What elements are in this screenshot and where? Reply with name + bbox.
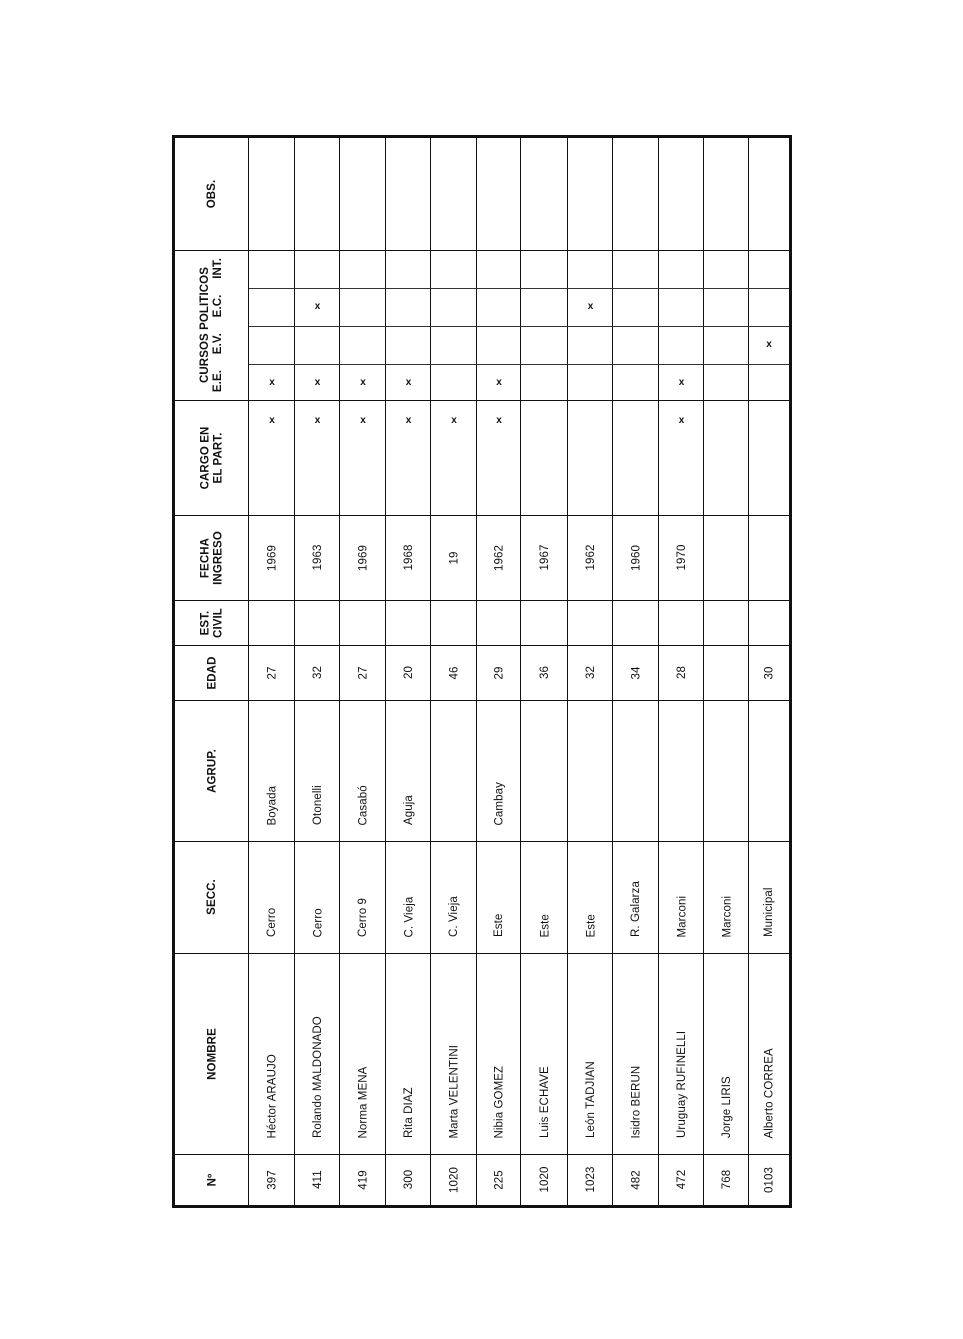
row-nombre: Héctor ARAUJO — [266, 1053, 278, 1138]
row-num: 419 — [357, 1169, 369, 1190]
row-curso-int-mark — [403, 301, 415, 313]
row-curso-ev-mark: x — [496, 377, 502, 388]
row-curso-ee-mark — [721, 415, 733, 427]
row-secc: R. Galarza — [630, 881, 642, 937]
row-curso-ev-mark — [539, 377, 551, 389]
row-obs — [568, 138, 613, 250]
row-obs — [431, 138, 477, 250]
header-cargo-line-1: EL PART. — [212, 432, 224, 483]
row-curso-ev-mark — [448, 377, 460, 389]
row-est-civil — [521, 600, 568, 645]
row-curso-ev-mark — [763, 377, 775, 389]
row-curso-int-mark — [448, 301, 460, 313]
row-edad: 28 — [675, 666, 688, 679]
row-curso-int-mark — [763, 301, 775, 313]
row-curso-ec-mark — [403, 339, 415, 351]
row-curso-int-mark: x — [587, 301, 594, 312]
row-obs — [659, 138, 704, 250]
row-curso-ee-mark — [630, 415, 642, 427]
row-secc: Este — [493, 913, 505, 937]
header-num: Nº — [206, 1173, 218, 1186]
row-agrup: Boyada — [266, 785, 278, 825]
row-fecha-ingreso: 1967 — [538, 544, 551, 571]
row-rule — [249, 364, 789, 365]
row-curso-ec-mark: x — [766, 339, 772, 350]
row-fecha-ingreso: 19 — [448, 551, 460, 564]
row-nombre: Nibia GOMEZ — [493, 1065, 505, 1138]
header-agrup: AGRUP. — [206, 748, 218, 793]
header-fecha-ingreso — [175, 515, 249, 600]
row-curso-int-mark — [266, 301, 278, 313]
row-agrup — [704, 700, 749, 841]
row-nombre: Norma MENA — [357, 1066, 369, 1138]
row-nombre: Alberto CORREA — [763, 1047, 775, 1138]
row-nombre: Uruguay RUFINELLI — [675, 1030, 688, 1138]
row-obs — [749, 138, 789, 250]
row-num: 1023 — [584, 1166, 597, 1193]
row-curso-ec-mark — [448, 339, 460, 351]
row-nombre: Marta VELENTINI — [448, 1044, 460, 1138]
header-fecha-ingreso-line-1: INGRESO — [212, 530, 224, 585]
row-est-civil — [295, 600, 340, 645]
row-curso-ee-mark: x — [678, 415, 685, 426]
row-fecha-ingreso: 1969 — [266, 544, 278, 571]
row-agrup — [613, 700, 659, 841]
row-est-civil — [659, 600, 704, 645]
row-num: 482 — [630, 1169, 642, 1190]
row-rule — [249, 326, 789, 327]
header-fecha-ingreso-line-0: FECHA — [199, 537, 211, 578]
row-curso-ec-mark — [721, 339, 733, 351]
header-cursos-sub-3: INT. — [212, 257, 224, 279]
row-curso-ee-mark: x — [314, 415, 321, 426]
row-nombre: Isidro BERUN — [630, 1065, 642, 1138]
row-est-civil — [431, 600, 477, 645]
row-curso-ec-mark — [493, 339, 505, 351]
row-curso-int-mark — [493, 301, 505, 313]
row-obs — [340, 138, 386, 250]
row-fecha-ingreso: 1960 — [630, 544, 642, 571]
row-secc: Municipal — [763, 887, 775, 937]
row-fecha-ingreso: 1962 — [493, 544, 505, 571]
header-est-civil-line-0: EST. — [199, 610, 211, 635]
row-secc: Cerro 9 — [357, 897, 369, 937]
row-num: 0103 — [763, 1166, 775, 1193]
row-agrup: Aguja — [402, 795, 415, 825]
row-obs — [477, 138, 521, 250]
row-curso-ec-mark — [676, 339, 688, 351]
header-cursos-sub-1: E.V. — [212, 333, 224, 355]
row-curso-ee-mark: x — [269, 415, 275, 426]
row-fecha-ingreso: 1970 — [675, 544, 688, 571]
row-edad: 34 — [630, 666, 642, 679]
row-curso-ev-mark — [585, 377, 597, 389]
row-obs — [613, 138, 659, 250]
row-num: 225 — [493, 1169, 505, 1190]
row-curso-ev-mark — [630, 377, 642, 389]
header-cursos-sub-0: E.E. — [212, 369, 224, 393]
row-edad: 32 — [311, 666, 324, 679]
header-edad: EDAD — [206, 656, 218, 689]
row-secc: Cerro — [266, 907, 278, 937]
row-edad: 29 — [493, 666, 505, 679]
row-est-civil — [613, 600, 659, 645]
row-obs — [249, 138, 295, 250]
row-fecha-ingreso: 1963 — [311, 544, 324, 571]
row-secc: Cerro — [311, 907, 324, 937]
row-agrup — [749, 700, 789, 841]
row-curso-int-mark: x — [314, 301, 321, 312]
row-secc: Este — [538, 913, 551, 937]
row-curso-ev-mark: x — [360, 377, 366, 388]
row-obs — [521, 138, 568, 250]
row-num: 397 — [266, 1169, 278, 1190]
row-curso-ev-mark: x — [678, 377, 685, 388]
header-cargo-line-0: CARGO EN — [199, 426, 211, 489]
row-edad — [704, 645, 749, 700]
row-curso-ee-mark: x — [451, 415, 457, 426]
row-curso-ev-mark — [721, 377, 733, 389]
row-est-civil — [477, 600, 521, 645]
header-cursos-title: CURSOS POLITICOS — [199, 267, 211, 383]
row-agrup — [521, 700, 568, 841]
row-curso-ec-mark — [266, 339, 278, 351]
row-agrup — [568, 700, 613, 841]
row-curso-ee-mark: x — [360, 415, 366, 426]
row-nombre: Luis ECHAVE — [538, 1066, 551, 1138]
row-curso-ev-mark: x — [314, 377, 321, 388]
row-curso-ee-mark — [539, 415, 551, 427]
row-curso-ec-mark — [630, 339, 642, 351]
row-est-civil — [749, 600, 789, 645]
row-curso-ee-mark — [763, 415, 775, 427]
header-est-civil-line-1: CIVIL — [212, 607, 224, 638]
row-obs — [386, 138, 431, 250]
row-curso-ee-mark — [585, 415, 597, 427]
row-est-civil — [249, 600, 295, 645]
row-agrup: Casabó — [357, 784, 369, 825]
row-est-civil — [340, 600, 386, 645]
row-est-civil — [704, 600, 749, 645]
row-nombre: León TADJIAN — [584, 1061, 597, 1138]
row-nombre: Rita DIAZ — [402, 1087, 415, 1138]
header-secc: SECC. — [206, 879, 218, 915]
header-nombre: NOMBRE — [206, 1027, 218, 1080]
row-curso-ev-mark: x — [269, 377, 275, 388]
row-agrup — [431, 700, 477, 841]
header-obs: OBS. — [206, 179, 218, 209]
row-edad: 20 — [402, 666, 415, 679]
row-curso-ev-mark: x — [405, 377, 412, 388]
row-secc: Marconi — [720, 895, 733, 937]
row-rule — [249, 288, 789, 289]
header-cursos-politicos — [175, 250, 249, 400]
row-agrup: Cambay — [493, 781, 505, 825]
row-curso-ee-mark: x — [405, 415, 412, 426]
header-est-civil — [175, 600, 249, 645]
row-num: 411 — [311, 1170, 324, 1189]
row-secc: Marconi — [675, 895, 688, 937]
row-edad: 32 — [584, 666, 597, 679]
row-curso-int-mark — [676, 301, 688, 313]
header-cursos-sub-2: E.C. — [212, 294, 224, 318]
row-edad: 27 — [357, 666, 369, 679]
row-agrup: Otonelli — [311, 785, 324, 825]
row-curso-int-mark — [539, 301, 551, 313]
row-agrup — [659, 700, 704, 841]
row-nombre: Rolando MALDONADO — [311, 1016, 324, 1138]
row-curso-int-mark — [357, 301, 369, 313]
row-num: 300 — [402, 1169, 415, 1190]
row-fecha-ingreso — [704, 515, 749, 600]
membership-table — [172, 135, 792, 1208]
row-num: 1020 — [448, 1166, 460, 1193]
row-curso-ec-mark — [585, 339, 597, 351]
row-curso-int-mark — [630, 301, 642, 313]
row-fecha-ingreso: 1968 — [402, 544, 415, 571]
row-num: 472 — [675, 1169, 688, 1190]
row-edad: 30 — [763, 666, 775, 679]
row-est-civil — [386, 600, 431, 645]
row-curso-ee-mark: x — [496, 415, 502, 426]
row-secc: C. Vieja — [402, 896, 415, 937]
row-curso-int-mark — [721, 301, 733, 313]
row-num: 1020 — [538, 1166, 551, 1193]
row-fecha-ingreso: 1969 — [357, 544, 369, 571]
row-nombre: Jorge LIRIS — [720, 1076, 733, 1138]
row-edad: 46 — [448, 666, 460, 679]
row-curso-ec-mark — [539, 339, 551, 351]
row-edad: 27 — [266, 666, 278, 679]
row-est-civil — [568, 600, 613, 645]
header-cargo — [175, 400, 249, 515]
row-fecha-ingreso: 1962 — [584, 544, 597, 571]
row-fecha-ingreso — [749, 515, 789, 600]
row-secc: Este — [584, 913, 597, 937]
header-cursos-sublabels — [212, 250, 225, 400]
row-obs — [295, 138, 340, 250]
row-num: 768 — [720, 1169, 733, 1190]
row-edad: 36 — [538, 666, 551, 679]
row-secc: C. Vieja — [448, 896, 460, 937]
row-curso-ec-mark — [312, 339, 324, 351]
row-obs — [704, 138, 749, 250]
row-curso-ec-mark — [357, 339, 369, 351]
